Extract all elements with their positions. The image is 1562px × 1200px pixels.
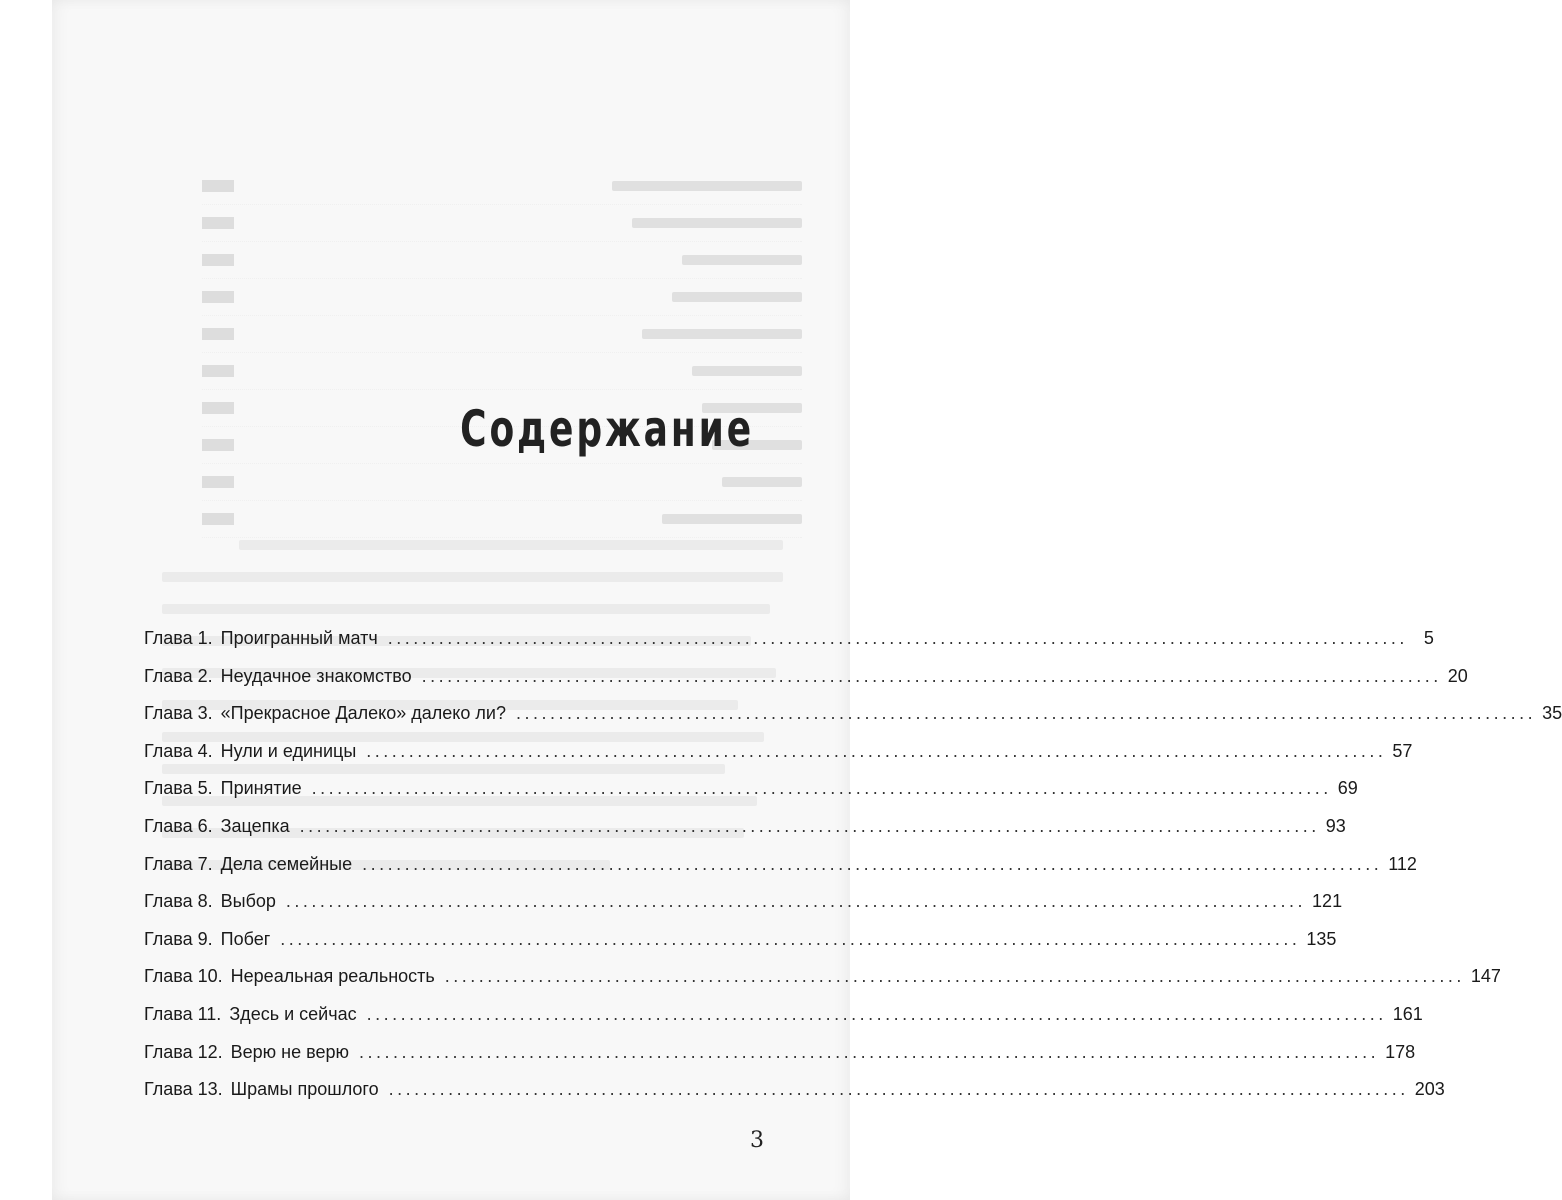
chapter-label: Глава 1. [144, 628, 213, 648]
toc-entry [144, 846, 1417, 884]
chapter-title: Нули и единицы [220, 740, 357, 761]
chapter-page: 178 [1385, 1041, 1416, 1062]
chapter-label: Глава 3. [144, 703, 213, 724]
chapter-title: Неудачное знакомство [220, 665, 412, 686]
chapter-title: Зацепка [220, 815, 290, 836]
toc-entry [144, 921, 1337, 959]
page-title: Содержание [460, 400, 754, 458]
chapter-label: Глава 9. [144, 928, 213, 949]
chapter-name [144, 1034, 349, 1072]
bleed-through-toc [202, 168, 802, 538]
chapter-label: Глава 12. [144, 1041, 223, 1062]
chapter-name [144, 921, 270, 959]
chapter-name [144, 996, 357, 1034]
chapter-name [144, 695, 506, 733]
chapter-page: 57 [1392, 740, 1413, 761]
chapter-title: Нереальная реальность [230, 966, 435, 987]
dot-leader: ........................................................................................................................ [387, 628, 1408, 648]
chapter-name [144, 1071, 379, 1109]
dot-leader: ........................................................................................................................ [285, 891, 1307, 912]
chapter-page: 121 [1312, 891, 1343, 912]
dot-leader: ........................................................................................................................ [444, 966, 1465, 987]
dot-leader: ........................................................................................................................ [515, 703, 1537, 724]
dot-leader: ........................................................................................................................ [421, 665, 1442, 686]
toc-entry [144, 883, 1343, 921]
chapter-name [144, 658, 412, 696]
dot-leader: ........................................................................................................................ [366, 1003, 1387, 1024]
chapter-page: 203 [1414, 1079, 1445, 1100]
chapter-title: Здесь и сейчас [229, 1003, 357, 1024]
toc-entry [144, 808, 1346, 846]
chapter-label: Глава 8. [144, 891, 213, 912]
chapter-label: Глава 6. [144, 815, 213, 836]
chapter-page: 69 [1337, 778, 1358, 799]
chapter-page: 93 [1325, 815, 1346, 836]
chapter-page: 147 [1470, 966, 1501, 987]
dot-leader: ........................................................................................................................ [362, 853, 1383, 874]
dot-leader: ........................................................................................................................ [388, 1079, 1409, 1100]
chapter-title: Принятие [220, 778, 302, 799]
book-page [52, 0, 1562, 1200]
toc-entry [144, 695, 1562, 733]
chapter-name [144, 620, 378, 658]
toc-entry [144, 733, 1413, 771]
chapter-name [144, 846, 352, 884]
chapter-title: Дела семейные [220, 853, 353, 874]
chapter-page: 20 [1447, 665, 1468, 686]
chapter-name [144, 958, 435, 996]
chapter-name [144, 733, 356, 771]
dot-leader: ........................................................................................................................ [359, 1041, 1380, 1062]
chapter-title: Шрамы прошлого [230, 1079, 379, 1100]
toc-entry [144, 958, 1501, 996]
toc-entry [144, 1034, 1416, 1072]
toc-entry [144, 996, 1423, 1034]
chapter-name [144, 770, 302, 808]
chapter-label: Глава 13. [144, 1079, 223, 1100]
page-number: 3 [750, 1128, 764, 1153]
chapter-title: Выбор [220, 891, 276, 912]
chapter-name [144, 808, 290, 846]
toc-entry [144, 770, 1358, 808]
chapter-label: Глава 5. [144, 778, 213, 799]
chapter-page: 5 [1423, 628, 1434, 648]
chapter-title: Побег [220, 928, 271, 949]
chapter-title: «Прекрасное Далеко» далеко ли? [220, 703, 506, 724]
chapter-label: Глава 10. [144, 966, 223, 987]
chapter-page: 35 [1542, 703, 1562, 724]
chapter-label: Глава 4. [144, 740, 213, 761]
dot-leader: ........................................................................................................................ [299, 815, 1320, 836]
table-of-contents [144, 620, 1562, 1109]
dot-leader: ........................................................................................................................ [366, 740, 1387, 761]
chapter-page: 112 [1388, 853, 1417, 874]
toc-entry [144, 620, 1434, 658]
toc-entry [144, 1071, 1445, 1109]
chapter-page: 135 [1306, 928, 1337, 949]
chapter-label: Глава 2. [144, 665, 213, 686]
chapter-label: Глава 11. [144, 1003, 222, 1024]
chapter-page: 161 [1392, 1003, 1423, 1024]
chapter-label: Глава 7. [144, 853, 213, 874]
toc-entry [144, 658, 1468, 696]
chapter-name [144, 883, 276, 921]
chapter-title: Верю не верю [230, 1041, 350, 1062]
dot-leader: ........................................................................................................................ [311, 778, 1332, 799]
chapter-title: Проигранный матч [220, 628, 378, 648]
dot-leader: ........................................................................................................................ [280, 928, 1301, 949]
